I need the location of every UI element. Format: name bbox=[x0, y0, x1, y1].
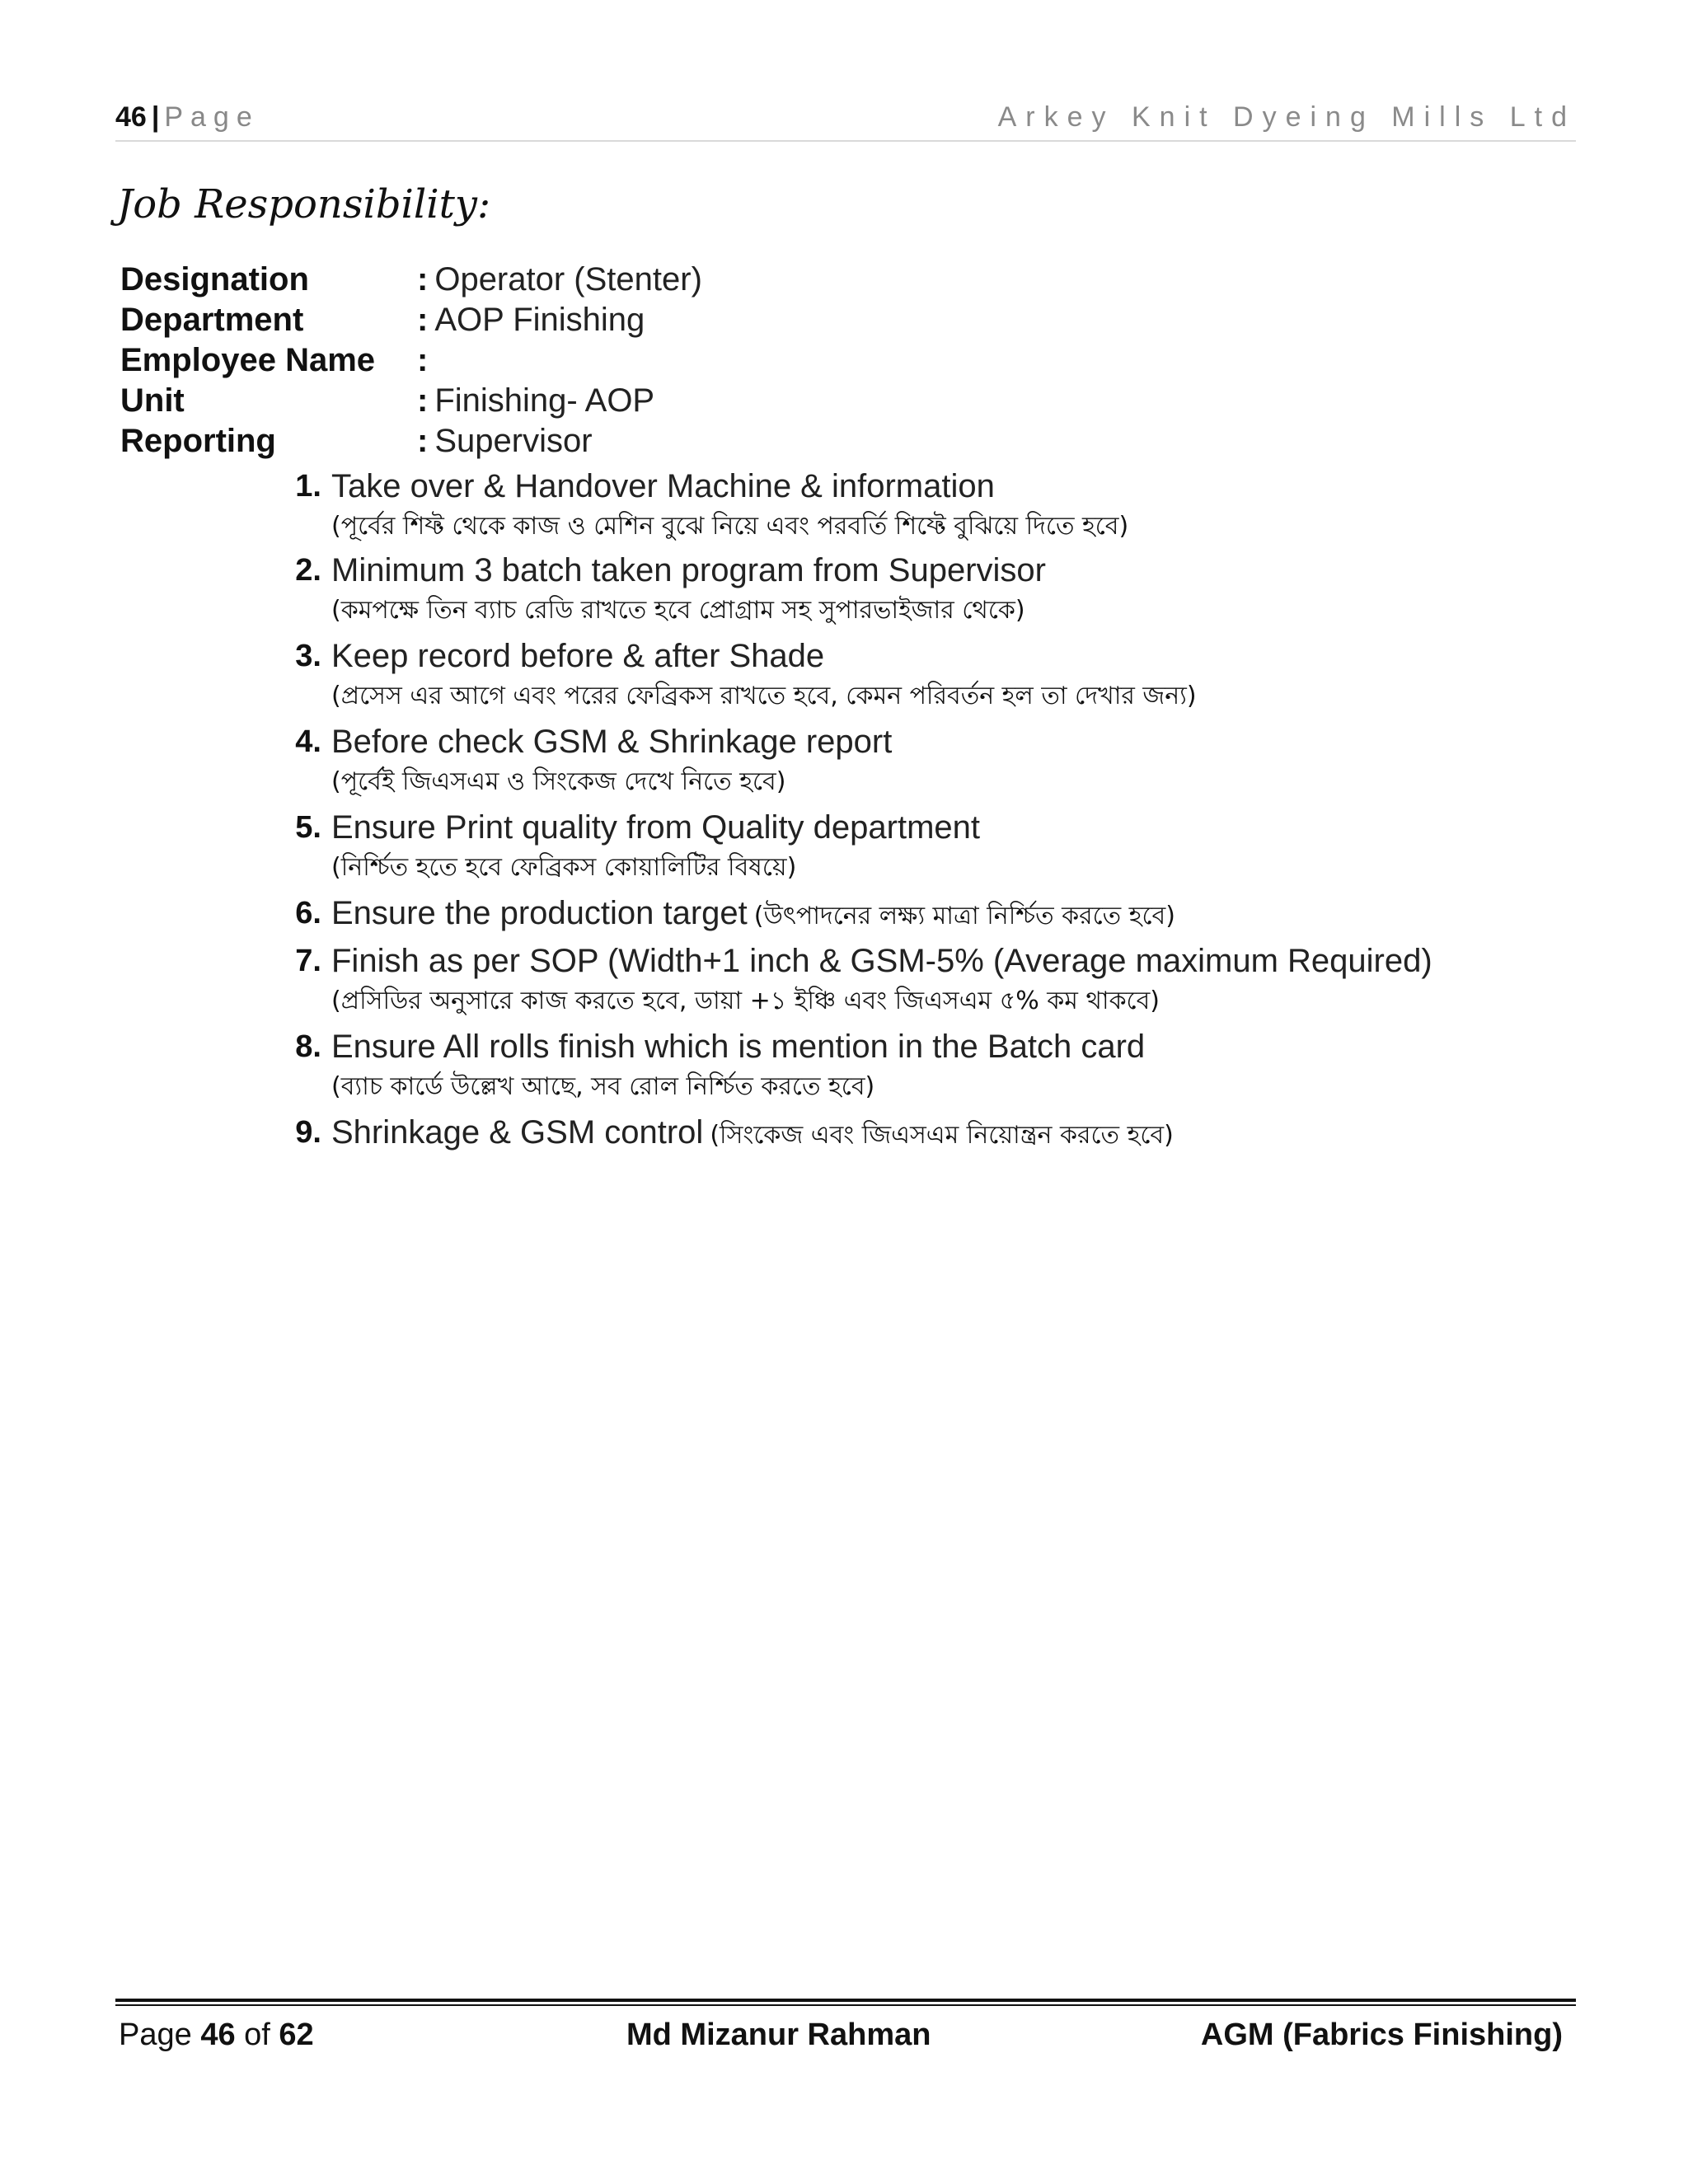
responsibility-item bbox=[272, 1108, 1574, 1157]
responsibility-text-en: Take over & Handover Machine & information bbox=[331, 468, 995, 504]
footer-page-count bbox=[119, 2014, 314, 2055]
footer-page-prefix: Page bbox=[119, 2018, 192, 2052]
footer-rule-thick bbox=[115, 1999, 1576, 2002]
responsibility-number: 1. bbox=[295, 469, 321, 504]
footer-rule-thin bbox=[115, 2004, 1576, 2006]
responsibility-text-en-main: Shrinkage & GSM control bbox=[331, 1114, 704, 1151]
info-row-designation bbox=[120, 260, 1192, 300]
responsibility-number: 3. bbox=[295, 639, 321, 673]
info-row-employee-name bbox=[120, 340, 1192, 381]
responsibility-text-bn: (পূর্বেই জিএসএম ও সিংকেজ দেখে নিতে হবে) bbox=[331, 767, 786, 796]
responsibility-text-bn: (পূর্বের শিফ্ট থেকে কাজ ও মেশিন বুঝে নিয়ে এবং পরবর্তি শিফ্টে বুঝিয়ে দিতে হবে) bbox=[331, 512, 1129, 541]
info-label: Department bbox=[120, 302, 304, 338]
info-colon: : bbox=[417, 342, 429, 378]
responsibility-number: 8. bbox=[295, 1029, 321, 1064]
footer-author: Md Mizanur Rahman bbox=[626, 2018, 931, 2052]
responsibility-text-bn-inline: (উৎপাদনের লক্ষ্য মাত্রা নির্শ্চিত করতে হবে) bbox=[753, 902, 1175, 930]
responsibility-list bbox=[272, 462, 1574, 1157]
responsibility-text-en: Before check GSM & Shrinkage report bbox=[331, 724, 893, 760]
responsibility-item bbox=[272, 888, 1574, 936]
responsibility-text-bn: (প্রসেস এর আগে এবং পরের ফেব্রিকস রাখতে হবে, কেমন পরিবর্তন হল তা দেখার জন্য) bbox=[331, 682, 1197, 710]
employee-info-block bbox=[120, 260, 1192, 462]
info-colon: : bbox=[417, 302, 429, 338]
header-page-indicator bbox=[115, 101, 260, 134]
responsibility-text-en bbox=[331, 1108, 1574, 1160]
footer-role: AGM (Fabrics Finishing) bbox=[1200, 2018, 1563, 2052]
info-value: Supervisor bbox=[434, 423, 593, 459]
responsibility-text-en: Keep record before & after Shade bbox=[331, 638, 825, 674]
responsibility-item bbox=[272, 1022, 1574, 1108]
responsibility-item bbox=[272, 546, 1574, 631]
responsibility-text-bn: (কমপক্ষে তিন ব্যাচ রেডি রাখতে হবে প্রোগ্রাম সহ সুপারভাইজার থেকে) bbox=[331, 596, 1025, 625]
responsibility-item bbox=[272, 631, 1574, 717]
header-separator: | bbox=[151, 101, 160, 133]
responsibility-text-en-main: Ensure the production target bbox=[331, 895, 748, 931]
responsibility-item bbox=[272, 803, 1574, 888]
header-page-word: Page bbox=[164, 101, 260, 133]
responsibility-text-bn: (প্রসিডির অনুসারে কাজ করতে হবে, ডায়া +১ ইঞ্চি এবং জিএসএম ৫% কম থাকবে) bbox=[331, 987, 1160, 1015]
footer-page-of: of bbox=[244, 2018, 270, 2052]
responsibility-text-en bbox=[331, 888, 1574, 941]
info-colon: : bbox=[417, 382, 429, 419]
responsibility-item bbox=[272, 936, 1574, 1022]
responsibility-text-en: Ensure All rolls finish which is mention in the Batch card bbox=[331, 1029, 1146, 1065]
header-page-number: 46 bbox=[115, 101, 147, 133]
info-label: Designation bbox=[120, 261, 309, 298]
responsibility-number: 6. bbox=[295, 896, 321, 930]
footer-row bbox=[115, 2014, 1576, 2064]
responsibility-text-bn: (নির্শ্চিত হতে হবে ফেব্রিকস কোয়ালিটির বিষয়ে) bbox=[331, 853, 797, 882]
responsibility-text-bn: (ব্যাচ কার্ডে উল্লেখ আছে, সব রোল নির্শ্চিত করতে হবে) bbox=[331, 1072, 875, 1101]
info-colon: : bbox=[417, 261, 429, 298]
responsibility-text-en: Minimum 3 batch taken program from Supervisor bbox=[331, 552, 1046, 588]
info-row-reporting bbox=[120, 421, 1192, 462]
info-value: Finishing- AOP bbox=[434, 382, 655, 419]
info-value: AOP Finishing bbox=[434, 302, 645, 338]
responsibility-number: 2. bbox=[295, 553, 321, 588]
footer-page-total: 62 bbox=[279, 2018, 314, 2052]
footer-page-current: 46 bbox=[200, 2018, 236, 2052]
info-label: Employee Name bbox=[120, 342, 376, 378]
info-colon: : bbox=[417, 423, 429, 459]
info-label: Reporting bbox=[120, 423, 276, 459]
info-label: Unit bbox=[120, 382, 185, 419]
responsibility-text-en: Ensure Print quality from Quality department bbox=[331, 809, 981, 846]
responsibility-item bbox=[272, 717, 1574, 803]
responsibility-number: 5. bbox=[295, 810, 321, 845]
responsibility-item bbox=[272, 462, 1574, 546]
page-footer bbox=[115, 1999, 1576, 2064]
info-row-unit bbox=[120, 381, 1192, 421]
info-value: Operator (Stenter) bbox=[434, 261, 702, 298]
responsibility-number: 9. bbox=[295, 1115, 321, 1150]
info-row-department bbox=[120, 300, 1192, 340]
page-header bbox=[115, 97, 1576, 142]
responsibility-text-bn-inline: (সিংকেজ এবং জিএসএম নিয়োন্ত্রন করতে হবে) bbox=[710, 1121, 1174, 1150]
section-title: Job Responsibility: bbox=[117, 181, 491, 227]
responsibility-number: 4. bbox=[295, 724, 321, 759]
responsibility-text-en: Finish as per SOP (Width+1 inch & GSM-5% (Average maximum Required) bbox=[331, 943, 1432, 979]
responsibility-number: 7. bbox=[295, 944, 321, 978]
header-company-name: Arkey Knit Dyeing Mills Ltd bbox=[997, 101, 1576, 133]
